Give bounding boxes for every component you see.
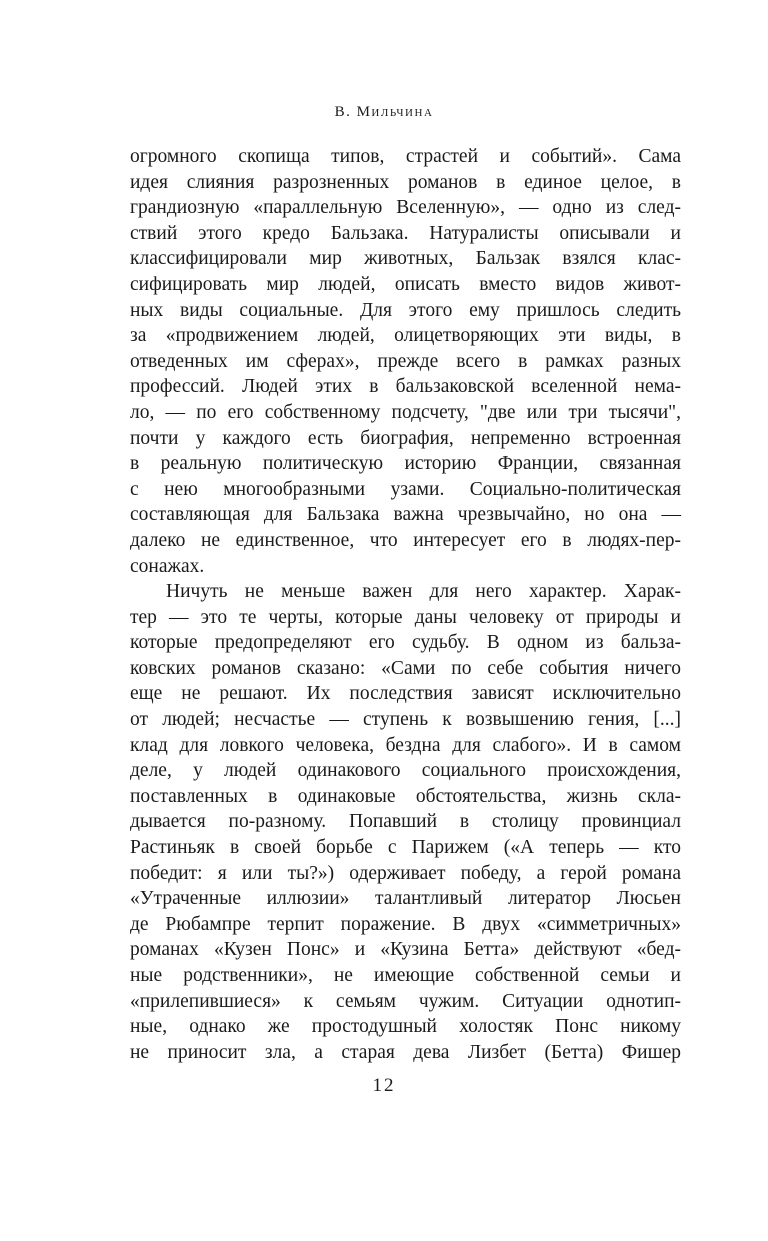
paragraph — [130, 144, 681, 579]
text-line: сонажах. — [130, 555, 205, 577]
text-line: де Рюбампре терпит поражение. В двух «симметричных» — [130, 913, 681, 935]
text-line: не приносит зла, а старая дева Лизбет (Бетта) Фишер — [130, 1041, 681, 1063]
text-line: дывается по-разному. Попавший в столицу провинциал — [130, 811, 681, 833]
text-line: поставленных в одинаковые обстоятельства, жизнь скла- — [130, 785, 681, 807]
text-line: «Утраченные иллюзии» талантливый литератор Люсьен — [130, 888, 681, 910]
text-line: профессий. Людей этих в бальзаковской вселенной нема- — [130, 376, 681, 398]
text-line: клад для ловкого человека, бездна для слабого». И в самом — [130, 734, 681, 756]
text-line: еще не решают. Их последствия зависят исключительно — [130, 683, 681, 705]
text-line: Ничуть не меньше важен для него характер. Харак- — [166, 581, 681, 603]
page-number: 12 — [372, 1075, 396, 1096]
text-line: от людей; несчастье — ступень к возвышению гения, [...] — [130, 709, 681, 731]
text-line: деле, у людей одинакового социального происхождения, — [130, 760, 681, 782]
body-text — [130, 144, 681, 1065]
text-line: в реальную политическую историю Франции, связанная — [130, 453, 681, 475]
text-line: которые предопределяют его судьбу. В одном из бальза- — [130, 632, 681, 654]
text-line: ковских романов сказано: «Сами по себе события ничего — [130, 657, 681, 679]
text-line: тер — это те черты, которые даны человеку от природы и — [130, 606, 681, 628]
text-line: отведенных им сферах», прежде всего в рамках разных — [130, 350, 681, 372]
text-line: огромного скопища типов, страстей и событий». Сама — [130, 146, 681, 167]
text-line: грандиозную «параллельную Вселенную», — одно из след- — [130, 197, 681, 219]
text-line: далеко не единственное, что интересует его в людях-пер- — [130, 529, 681, 551]
text-line: романах «Кузен Понс» и «Кузина Бетта» действуют «бед- — [130, 939, 681, 961]
text-line: почти у каждого есть биография, непременно встроенная — [130, 427, 681, 449]
text-line: классифицировали мир животных, Бальзак взялся клас- — [130, 248, 681, 270]
text-line: ные, однако же простодушный холостяк Понс никому — [130, 1016, 681, 1038]
text-line: сифицировать мир людей, описать вместо видов живот- — [130, 273, 681, 295]
text-line: «прилепившиеся» к семьям чужим. Ситуации однотип- — [130, 990, 681, 1012]
text-line: идея слияния разрозненных романов в единое целое, в — [130, 171, 681, 193]
text-line: за «продвижением людей, олицетворяющих эти виды, в — [130, 325, 681, 347]
text-line: Растиньяк в своей борьбе с Парижем («А теперь — кто — [130, 837, 681, 859]
text-line: составляющая для Бальзака важна чрезвычайно, но она — — [130, 504, 681, 526]
text-line: победит: я или ты?») одерживает победу, а герой романа — [130, 862, 681, 884]
text-line: с нею многообразными узами. Социально-политическая — [130, 478, 681, 500]
paragraph — [130, 579, 681, 1065]
running-head: В. Мильчина — [334, 104, 434, 120]
text-line: ствий этого кредо Бальзака. Натуралисты описывали и — [130, 222, 681, 244]
text-line: ные родственники», не имеющие собственной семьи и — [130, 965, 681, 986]
text-line: ных виды социальные. Для этого ему пришлось следить — [130, 299, 681, 321]
text-line: ло, — по его собственному подсчету, "две или три тысячи", — [130, 401, 681, 423]
